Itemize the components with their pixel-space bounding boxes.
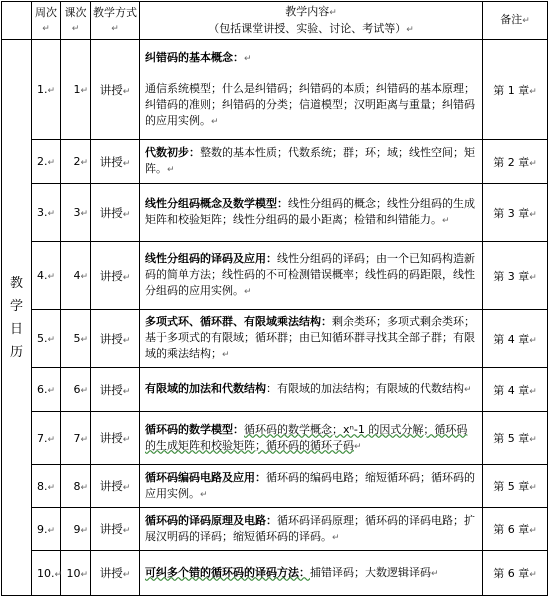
cell-lesson: 5↵ (61, 310, 91, 368)
cell-note: 第 2 章↵ (483, 140, 548, 184)
corner-cell (2, 2, 32, 40)
teaching-calendar-table (1, 1, 548, 596)
cell-week: 1.↵ (32, 40, 61, 140)
table-row (2, 140, 548, 184)
cell-content: 纠错码的基本概念：↵ 通信系统模型；什么是纠错码；纠错码的本质；纠错码的基本原理；纠错码的准则；纠错码的分类；信道模型；汉明距离与重量；纠错码的应用实例。↵ (140, 40, 483, 140)
table-row (2, 551, 548, 596)
cell-content: 可纠多个错的循环码的译码方法：捕错译码；大数逻辑译码↵ (140, 551, 483, 596)
cell-method: 讲授↵ (91, 184, 140, 242)
cell-week: 4.↵ (32, 242, 61, 310)
cell-content: 循环码的译码原理及电路：循环码译码原理；循环码的译码电路；扩展汉明码的译码；缩短循环码的译码。↵ (140, 508, 483, 551)
cell-lesson: 2↵ (61, 140, 91, 184)
cell-content: 循环码的数学模型：循环码的数学概念；xⁿ-1 的因式分解；循环码的生成矩阵和校验矩阵；循环码的循环子码↵ (140, 412, 483, 465)
side-label-calendar: 教 学 日 历 (2, 40, 32, 596)
header-lesson: 课次↵ (61, 2, 91, 40)
cell-lesson: 4↵ (61, 242, 91, 310)
header-week: 周次↵ (32, 2, 61, 40)
table-header-row (2, 2, 548, 40)
cell-content: 代数初步：整数的基本性质；代数系统；群；环；域；线性空间；矩阵。↵ (140, 140, 483, 184)
table-row (2, 412, 548, 465)
header-content: 教学内容↵ （包括课堂讲授、实验、讨论、考试等）↵ (140, 2, 483, 40)
table-row (2, 465, 548, 508)
cell-note: 第 6 章↵ (483, 551, 548, 596)
cell-method: 讲授↵ (91, 465, 140, 508)
cell-method: 讲授↵ (91, 242, 140, 310)
cell-content: 有限域的加法和代数结构：有限域的加法结构；有限域的代数结构↵ (140, 368, 483, 412)
cell-week: 7.↵ (32, 412, 61, 465)
cell-method: 讲授↵ (91, 551, 140, 596)
cell-lesson: 1↵ (61, 40, 91, 140)
cell-week: 3.↵ (32, 184, 61, 242)
cell-method: 讲授↵ (91, 40, 140, 140)
cell-note: 第 3 章↵ (483, 242, 548, 310)
cell-method: 讲授↵ (91, 140, 140, 184)
cell-week: 9.↵ (32, 508, 61, 551)
table-row (2, 508, 548, 551)
cell-week: 2.↵ (32, 140, 61, 184)
table-row (2, 368, 548, 412)
cell-lesson: 8↵ (61, 465, 91, 508)
cell-note: 第 5 章↵ (483, 465, 548, 508)
table-row (2, 184, 548, 242)
cell-note: 第 4 章↵ (483, 310, 548, 368)
header-note: 备注↵ (483, 2, 548, 40)
table-row (2, 242, 548, 310)
cell-content: 线性分组码概念及数学模型：线性分组码的概念；线性分组码的生成矩阵和校验矩阵；线性分组码的最小距离；检错和纠错能力。↵ (140, 184, 483, 242)
cell-lesson: 6↵ (61, 368, 91, 412)
cell-lesson: 7↵ (61, 412, 91, 465)
cell-note: 第 3 章↵ (483, 184, 548, 242)
header-method: 教学方式↵ (91, 2, 140, 40)
cell-method: 讲授↵ (91, 310, 140, 368)
cell-method: 讲授↵ (91, 508, 140, 551)
cell-week: 10.↵ (32, 551, 61, 596)
cell-note: 第 1 章↵ (483, 40, 548, 140)
cell-note: 第 5 章↵ (483, 412, 548, 465)
cell-note: 第 4 章↵ (483, 368, 548, 412)
table-row (2, 40, 548, 140)
cell-content: 多项式环、循环群、有限域乘法结构：剩余类环；多项式剩余类环；基于多项式的有限域；循环群；由已知循环群寻找其全部子群；有限域的乘法结构；↵ (140, 310, 483, 368)
cell-content: 循环码编码电路及应用：循环码的编码电路；缩短循环码；循环码的应用实例。↵ (140, 465, 483, 508)
cell-lesson: 10↵ (61, 551, 91, 596)
cell-method: 讲授↵ (91, 412, 140, 465)
cell-week: 8.↵ (32, 465, 61, 508)
table-row (2, 310, 548, 368)
cell-lesson: 3↵ (61, 184, 91, 242)
cell-content: 线性分组码的译码及应用：线性分组码的译码；由一个已知码构造新码的简单方法；线性码的不可检测错误概率；线性码的码距限，线性分组码的应用实例。↵ (140, 242, 483, 310)
cell-week: 5.↵ (32, 310, 61, 368)
cell-week: 6.↵ (32, 368, 61, 412)
cell-method: 讲授↵ (91, 368, 140, 412)
cell-lesson: 9↵ (61, 508, 91, 551)
cell-note: 第 6 章↵ (483, 508, 548, 551)
